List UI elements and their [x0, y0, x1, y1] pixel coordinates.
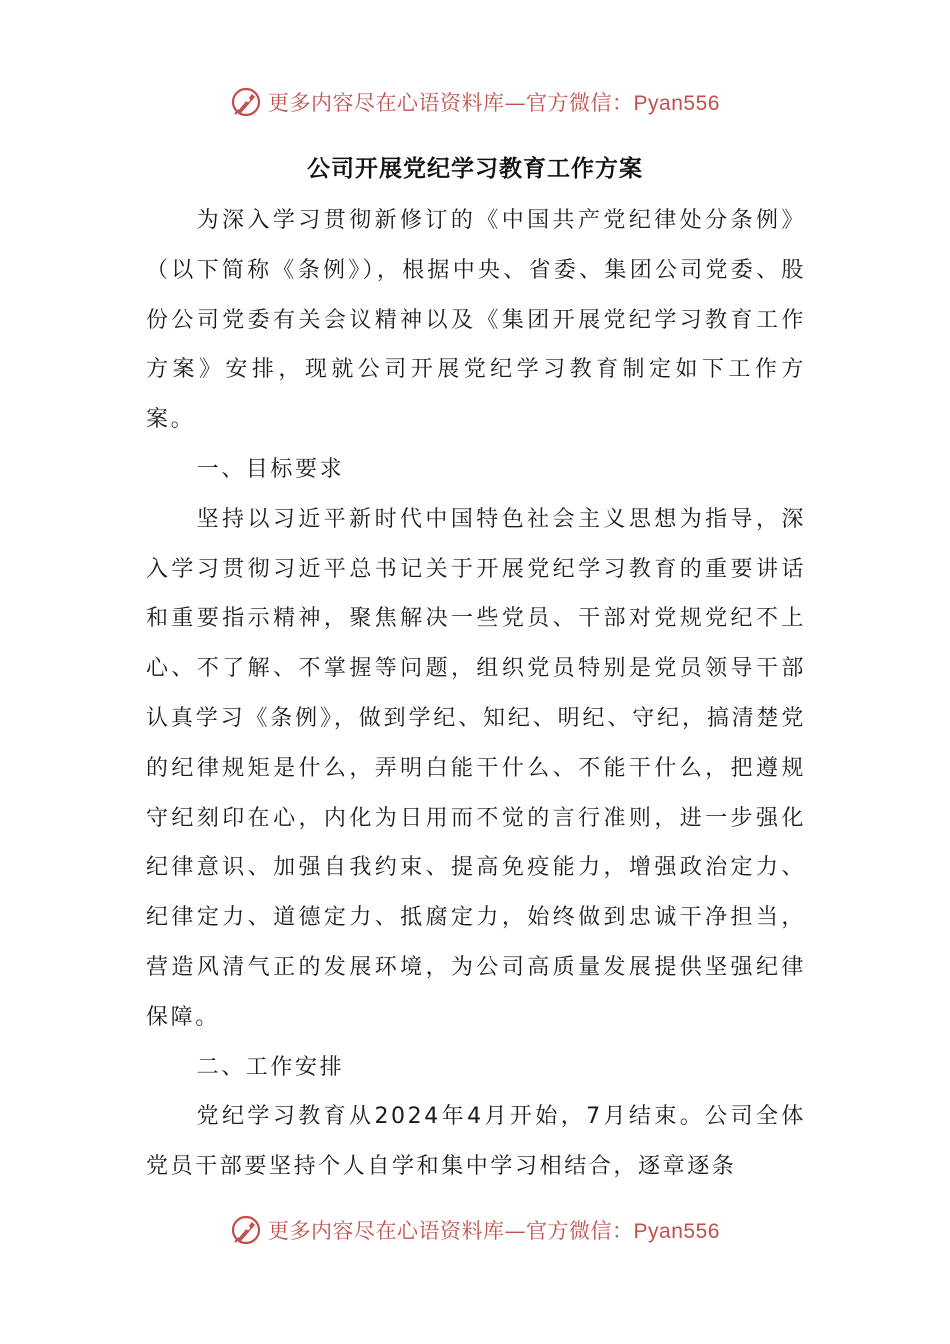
pen-circle-logo-icon: [230, 86, 262, 118]
paragraph-intro: 为深入学习贯彻新修订的《中国共产党纪律处分条例》（以下简称《条例》），根据中央、省委、集团公司党委、股份公司党委有关会议精神以及《集团开展党纪学习教育工作方案》安排，现就公司开展党纪学习教育制定如下工作方案。: [146, 208, 806, 433]
section-heading-goals: 一、目标要求: [196, 456, 345, 482]
watermark-text: 更多内容尽在心语资料库—官方微信：Pyan556: [268, 91, 720, 115]
paragraph-goals: 坚持以习近平新时代中国特色社会主义思想为指导，深入学习贯彻习近平总书记关于开展党纪学习教育的重要讲话和重要指示精神，聚焦解决一些党员、干部对党规党纪不上心、不了解、不掌握等问题，组织党员特别是党员领导干部认真学习《条例》，做到学纪、知纪、明纪、守纪，搞清楚党的纪律规矩是什么，弄明白能干什么、不能干什么，把遵规守纪刻印在心，内化为日用而不觉的言行准则，进一步强化纪律意识、加强自我约束、提高免疫能力，增强政治定力、纪律定力、道德定力、抵腐定力，始终做到忠诚干净担当，营造风清气正的发展环境，为公司高质量发展提供坚强纪律保障。: [146, 506, 806, 1030]
watermark-header: [0, 82, 950, 122]
paragraph-arrangement: 党纪学习教育从2024年4月开始，7月结束。公司全体党员干部要坚持个人自学和集中学习相结合，逐章逐条: [146, 1104, 806, 1180]
pen-circle-logo-icon: [230, 1214, 262, 1246]
watermark-text: 更多内容尽在心语资料库—官方微信：Pyan556: [268, 1219, 720, 1243]
watermark-footer: [0, 1210, 950, 1250]
section-heading-arrangement: 二、工作安排: [196, 1054, 345, 1080]
document-body: [146, 196, 806, 1192]
document-title: 公司开展党纪学习教育工作方案: [307, 156, 643, 182]
